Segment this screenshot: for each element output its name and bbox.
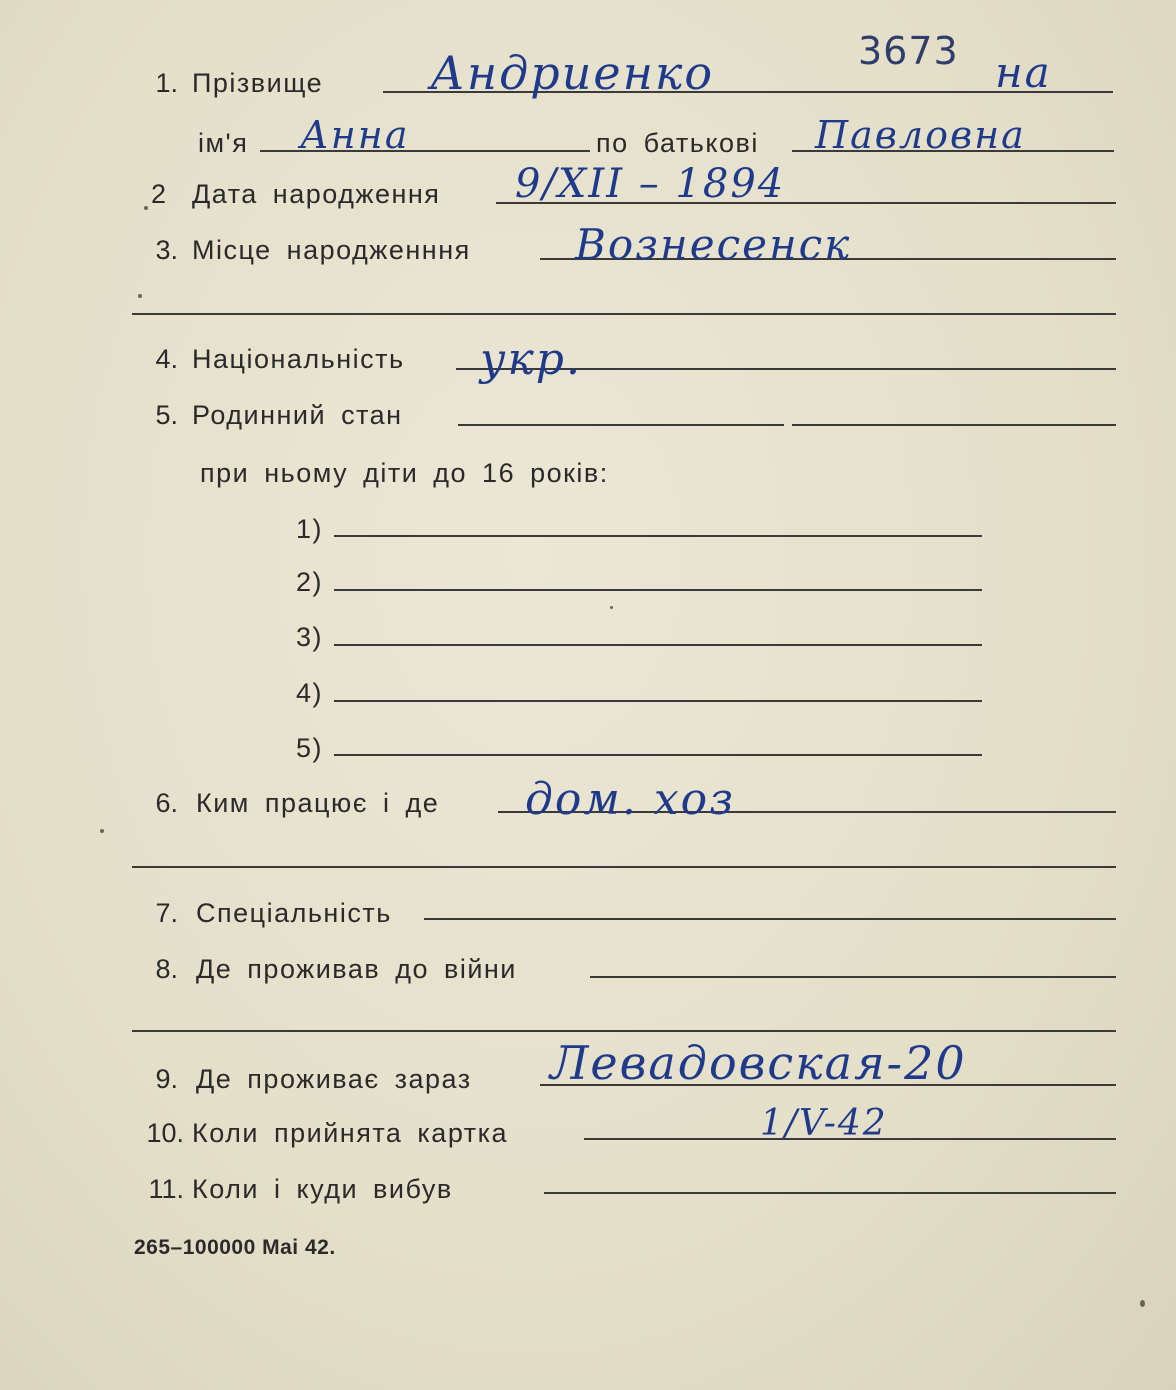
marital-status-line-right	[792, 424, 1116, 426]
occupation-label: Ким працює і де	[196, 788, 440, 818]
field-number-card-accepted: 10.	[146, 1118, 184, 1148]
paper-speck	[610, 606, 613, 609]
field-number-prewar-residence: 8.	[155, 954, 178, 984]
marital-status-label: Родинний стан	[192, 400, 403, 430]
marital-status-line-left	[458, 424, 784, 426]
card-accepted-value: 1/V-42	[760, 1103, 888, 1144]
specialty-line	[424, 918, 1116, 920]
birth-date-label: Дата народження	[192, 179, 441, 209]
paper-speck	[144, 206, 148, 210]
specialty-label: Спеціальність	[196, 898, 392, 928]
paper-speck	[100, 829, 104, 833]
birth-place-extra-line	[132, 313, 1116, 315]
current-residence-value: Левадовская-20	[550, 1036, 967, 1090]
child-number-1: 1)	[296, 514, 324, 544]
patronymic-value: Павловна	[815, 113, 1026, 157]
birth-date-value: 9/XII – 1894	[515, 161, 786, 207]
child-number-2: 2)	[296, 567, 324, 597]
child-number-3: 3)	[296, 622, 324, 652]
child-number-5: 5)	[296, 733, 324, 763]
departure-label: Коли і куди вибув	[192, 1174, 453, 1204]
field-number-occupation: 6.	[155, 788, 178, 818]
surname-label: Прізвище	[192, 68, 324, 98]
child-line-4	[334, 700, 982, 702]
field-number-marital-status: 5.	[155, 400, 178, 430]
birth-place-label: Місце народженння	[192, 235, 471, 265]
prewar-residence-line	[590, 976, 1116, 978]
paper-speck	[1140, 1300, 1145, 1307]
child-number-4: 4)	[296, 678, 324, 708]
name-value: Анна	[300, 113, 410, 157]
surname-value: Андриенко	[430, 46, 715, 100]
current-residence-label: Де проживає зараз	[196, 1064, 472, 1094]
card-number-stamp: 3673	[858, 29, 959, 73]
paper-speck	[138, 294, 142, 298]
field-number-specialty: 7.	[155, 898, 178, 928]
child-line-1	[334, 535, 982, 537]
field-number-nationality: 4.	[155, 344, 178, 374]
children-label: при ньому діти до 16 років:	[200, 458, 609, 488]
field-number-birth-date: 2	[150, 179, 166, 209]
occupation-value: дом. хоз	[525, 774, 736, 825]
departure-line	[544, 1192, 1116, 1194]
field-number-surname: 1.	[155, 68, 178, 98]
field-number-departure: 11.	[148, 1174, 184, 1204]
field-number-current-residence: 9.	[155, 1064, 178, 1094]
nationality-value: укр.	[480, 334, 582, 385]
nationality-label: Національність	[192, 344, 405, 374]
child-line-3	[334, 644, 982, 646]
occupation-extra-line	[132, 866, 1116, 868]
prewar-residence-extra-line	[132, 1030, 1116, 1032]
name-label: ім'я	[198, 128, 249, 158]
card-accepted-label: Коли прийнята картка	[192, 1118, 509, 1148]
prewar-residence-label: Де проживав до війни	[196, 954, 517, 984]
patronymic-label: по батькові	[596, 128, 759, 158]
field-number-birth-place: 3.	[155, 235, 178, 265]
birth-place-value: Вознесенск	[575, 220, 852, 269]
print-code: 265–100000 Mai 42.	[134, 1236, 336, 1259]
surname-suffix: на	[995, 48, 1052, 97]
child-line-5	[334, 754, 982, 756]
child-line-2	[334, 589, 982, 591]
